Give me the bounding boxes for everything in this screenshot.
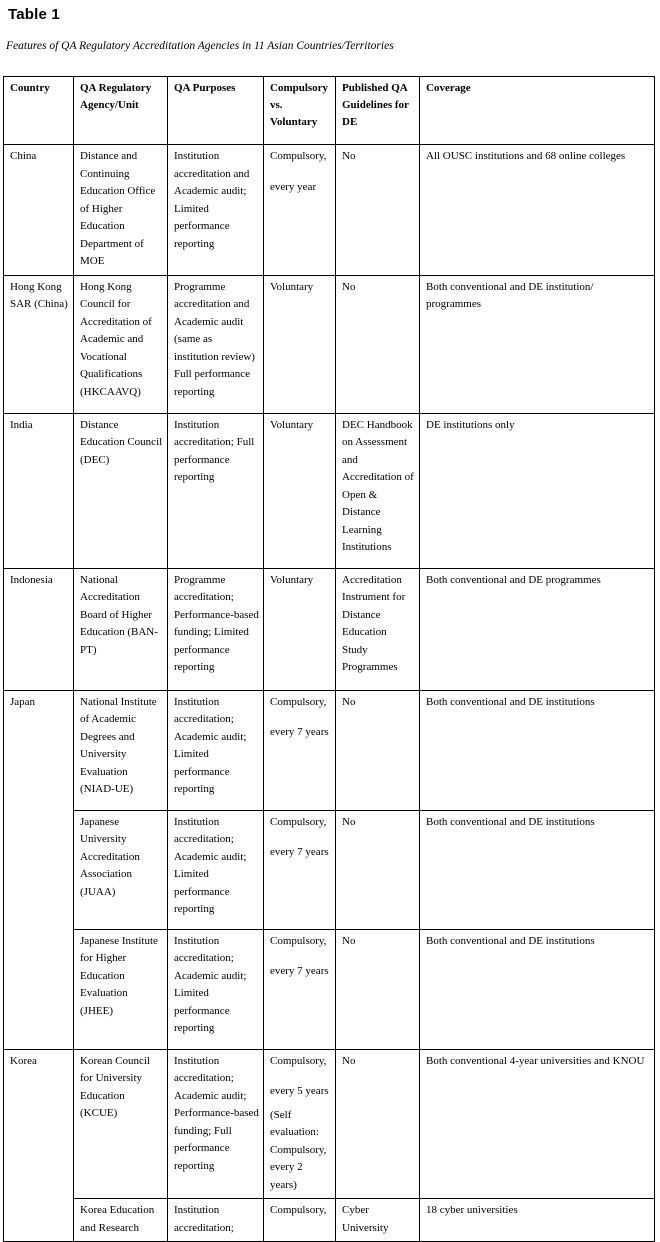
cell-purposes: Institution accreditation; Academic audit; Limited performance reporting	[168, 810, 264, 929]
cell-agency: Distance Education Council (DEC)	[74, 413, 168, 568]
cell-compulsory	[264, 929, 336, 1049]
cell-purposes: Institution accreditation; Full performance reporting	[168, 413, 264, 568]
header-row	[4, 77, 655, 145]
table-row	[4, 1049, 655, 1199]
cell-agency: Korea Education and Research	[74, 1199, 168, 1242]
table-row	[4, 413, 655, 568]
table-title: Table 1	[8, 6, 60, 23]
cell-coverage: DE institutions only	[420, 413, 655, 568]
table-row	[4, 690, 655, 810]
compulsory-note: (Self evaluation: Compulsory, every 2 years)	[270, 1108, 327, 1191]
cell-purposes: Institution accreditation; Academic audit; Performance-based funding; Full performance reporting	[168, 1049, 264, 1199]
compulsory-status: Compulsory,	[270, 150, 327, 162]
cell-agency: Korean Council for University Education (KCUE)	[74, 1049, 168, 1199]
compulsory-status: Compulsory,	[270, 1054, 327, 1067]
cell-coverage: Both conventional and DE institutions	[420, 929, 655, 1049]
cell-guidelines: DEC Handbook on Assessment and Accreditation of Open & Distance Learning Institutions	[336, 413, 420, 568]
compulsory-frequency: every 7 years	[270, 846, 329, 858]
cell-guidelines: No	[336, 275, 420, 413]
header-guidelines: Published QA Guidelines for DE	[336, 77, 420, 145]
cell-coverage: Both conventional and DE programmes	[420, 568, 655, 690]
compulsory-frequency: every 7 years	[270, 965, 329, 977]
cell-guidelines: No	[336, 1049, 420, 1199]
cell-country: Indonesia	[4, 568, 74, 690]
cell-compulsory	[264, 145, 336, 276]
compulsory-frequency: every 7 years	[270, 726, 329, 738]
cell-compulsory: Compulsory,	[264, 1199, 336, 1242]
cell-compulsory: Voluntary	[264, 275, 336, 413]
compulsory-frequency: every 5 years	[270, 1085, 329, 1097]
cell-guidelines: No	[336, 929, 420, 1049]
cell-guidelines: Cyber University	[336, 1199, 420, 1242]
cell-agency: Hong Kong Council for Accreditation of Academic and Vocational Qualifications (HKCAAVQ)	[74, 275, 168, 413]
cell-compulsory	[264, 690, 336, 810]
table-row	[4, 1199, 655, 1242]
cell-coverage: Both conventional and DE institutions	[420, 810, 655, 929]
cell-coverage: Both conventional and DE institution/ programmes	[420, 275, 655, 413]
cell-compulsory: Voluntary	[264, 413, 336, 568]
compulsory-frequency: every year	[270, 180, 317, 193]
qa-agencies-table	[3, 76, 655, 1242]
cell-purposes: Institution accreditation and Academic audit; Limited performance reporting	[168, 145, 264, 276]
header-agency: QA Regulatory Agency/Unit	[74, 77, 168, 145]
table-row	[4, 568, 655, 690]
cell-purposes: Programme accreditation; Performance-based funding; Limited performance reporting	[168, 568, 264, 690]
cell-agency: Japanese Institute for Higher Education Evaluation (JHEE)	[74, 929, 168, 1049]
header-compulsory: Compulsory vs. Voluntary	[264, 77, 336, 145]
cell-purposes: Programme accreditation and Academic audit (same as institution review) Full performance reporting	[168, 275, 264, 413]
cell-guidelines: No	[336, 690, 420, 810]
cell-coverage: 18 cyber universities	[420, 1199, 655, 1242]
cell-guidelines: No	[336, 145, 420, 276]
cell-purposes: Institution accreditation;	[168, 1199, 264, 1242]
cell-agency: National Accreditation Board of Higher Education (BAN-PT)	[74, 568, 168, 690]
cell-guidelines: No	[336, 810, 420, 929]
cell-purposes: Institution accreditation; Academic audit; Limited performance reporting	[168, 690, 264, 810]
table-row	[4, 275, 655, 413]
cell-country: Hong Kong SAR (China)	[4, 275, 74, 413]
header-purposes: QA Purposes	[168, 77, 264, 145]
cell-compulsory	[264, 1049, 336, 1199]
cell-agency: National Institute of Academic Degrees and University Evaluation (NIAD-UE)	[74, 690, 168, 810]
cell-agency: Japanese University Accreditation Association (JUAA)	[74, 810, 168, 929]
cell-country: India	[4, 413, 74, 568]
compulsory-status: Compulsory,	[270, 815, 327, 828]
cell-country: Korea	[4, 1049, 74, 1242]
cell-agency: Distance and Continuing Education Office of Higher Education Department of MOE	[74, 145, 168, 276]
table-caption: Features of QA Regulatory Accreditation Agencies in 11 Asian Countries/Territories	[6, 40, 394, 52]
cell-country: Japan	[4, 690, 74, 1049]
compulsory-status: Compulsory,	[270, 695, 327, 708]
table-row	[4, 145, 655, 276]
cell-coverage: Both conventional and DE institutions	[420, 690, 655, 810]
cell-compulsory: Voluntary	[264, 568, 336, 690]
cell-guidelines: Accreditation Instrument for Distance Education Study Programmes	[336, 568, 420, 690]
header-coverage: Coverage	[420, 77, 655, 145]
table-row	[4, 810, 655, 929]
cell-purposes: Institution accreditation; Academic audit; Limited performance reporting	[168, 929, 264, 1049]
header-country: Country	[4, 77, 74, 145]
compulsory-status: Compulsory,	[270, 934, 327, 947]
table-row	[4, 929, 655, 1049]
cell-country: China	[4, 145, 74, 276]
cell-coverage: Both conventional 4-year universities and KNOU	[420, 1049, 655, 1199]
cell-compulsory	[264, 810, 336, 929]
cell-coverage: All OUSC institutions and 68 online colleges	[420, 145, 655, 276]
